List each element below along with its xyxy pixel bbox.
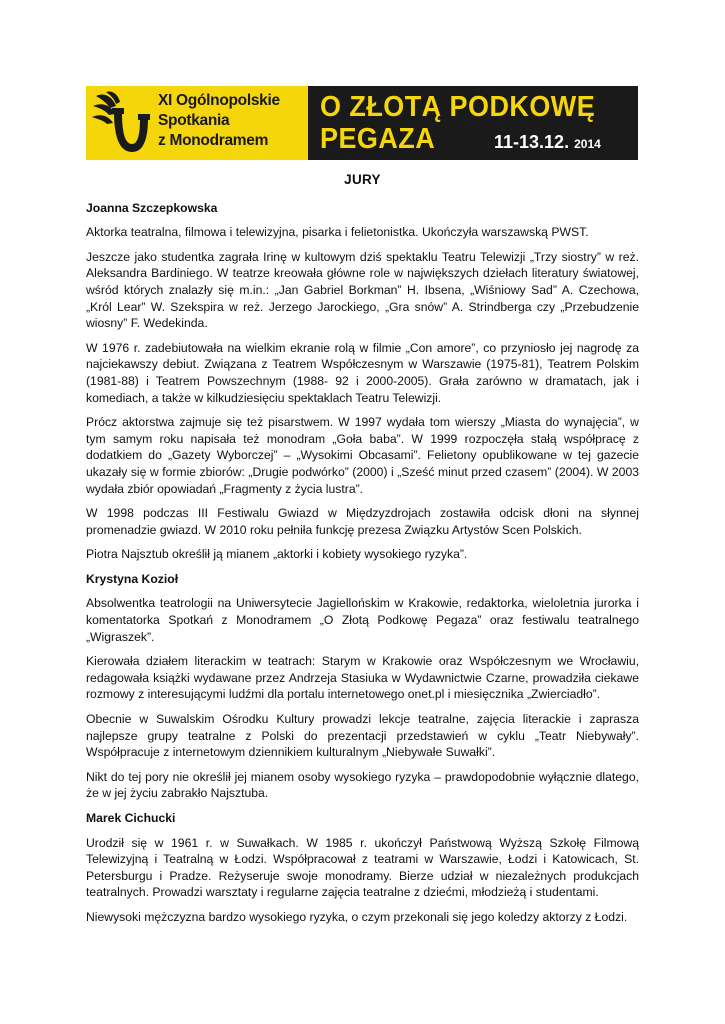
- banner-subtitle-line: z Monodramem: [158, 132, 269, 149]
- bio-paragraph: Piotra Najsztub określił ją mianem „aktorki i kobiety wysokiego ryzyka”.: [86, 547, 468, 562]
- banner-dates: [494, 132, 601, 154]
- jury-member-name: Joanna Szczepkowska: [86, 200, 218, 215]
- banner-subtitle-line: XI Ogólnopolskie: [158, 92, 280, 109]
- bio-paragraph: Obecnie w Suwalskim Ośrodku Kultury prowadzi lekcje teatralne, zajęcia literackie i zaprasza najlepsze grupy teatralne z Polski do prezentacji przedstawień w cyklu „Teatr Niebywały”. Współpracuje z internetowym dziennikiem kulturalnym „Niebywałe Suwałki”.: [86, 712, 639, 760]
- bio-paragraph: W 1998 podczas III Festiwalu Gwiazd w Międzyzdrojach zostawiła odcisk dłoni na słynnej promenadzie gwiazd. W 2010 roku pełniła funkcję prezesa Związku Artystów Scen Polskich.: [86, 506, 639, 537]
- festival-banner: [86, 86, 638, 160]
- banner-dates-days: 11-13.12.: [494, 132, 570, 152]
- bio-paragraph: W 1976 r. zadebiutowała na wielkim ekranie rolą w filmie „Con amore”, co przyniosło jej nagrodę za najciekawszy debiut. Związana z Teatrem Współczesnym w Warszawie (1975-81), Teatrem Polskim (1981-88) i Teatrem Powszechnym (1988- 92 i 2000-2005). Grała zarówno w dramatach, jak i komediach, a także w kilkudziesięciu spektaklach Teatru Telewizji.: [86, 340, 639, 405]
- banner-subtitle: [158, 91, 306, 151]
- banner-title-line-1: O ZŁOTĄ PODKOWĘ: [320, 91, 596, 123]
- bio-paragraph: Aktorka teatralna, filmowa i telewizyjna, pisarka i felietonistka. Ukończyła warszawską PWST.: [86, 225, 589, 240]
- bio-paragraph: Niewysoki mężczyzna bardzo wysokiego ryzyka, o czym przekonali się jego koledzy aktorzy z Łodzi.: [86, 909, 628, 924]
- bio-paragraph: Jeszcze jako studentka zagrała Irinę w kultowym dziś spektaklu Teatru Telewizji „Trzy siostry” w reż. Aleksandra Bardiniego. W teatrze kreowała główne role w największych dziełach literatury światowej, wśród których znalazły się m.in.: „Jan Gabriel Borkman” H. Ibsena, „Wiśniowy Sad” A. Czechowa, „Król Lear” W. Szekspira w reż. Jerzego Jarockiego, „Gra snów” A. Strindberga czy „Przebudzenie wiosny” F. Wedekinda.: [86, 249, 639, 331]
- document-body: [86, 172, 639, 934]
- banner-subtitle-line: Spotkania: [158, 112, 230, 129]
- jury-member-name: Krystyna Kozioł: [86, 571, 179, 586]
- banner-title-line-2: PEGAZA: [320, 123, 436, 155]
- bio-paragraph: Urodził się w 1961 r. w Suwałkach. W 1985 r. ukończył Państwową Wyższą Szkołę Filmową Telewizyjną i Teatralną w Łodzi. Współpracował z teatrami w Warszawie, Łodzi i Katowicach, St. Petersburgu i Pradze. Reżyseruje swoje monodramy. Bierze udział w niezależnych produkcjach teatralnych. Prowadzi warsztaty i regularne zajęcia teatralne z dziećmi, młodzieżą i studentami.: [86, 835, 639, 900]
- jury-member-name: Marek Cichucki: [86, 811, 176, 825]
- banner-dates-year: 2014: [574, 137, 601, 151]
- bio-paragraph: Kierowała działem literackim w teatrach: Starym w Krakowie oraz Współczesnym we Wrocławiu, redagowała książki wydawane przez Andrzeja Stasiuka w Wydawnictwie Czarne, prowadziła ciekawe rozmowy z interesującymi ludźmi dla portalu internetowego onet.pl i miesięcznika „Zwierciadło”.: [86, 654, 639, 702]
- pegasus-horseshoe-icon: [90, 88, 152, 158]
- bio-paragraph: Prócz aktorstwa zajmuje się też pisarstwem. W 1997 wydała tom wierszy „Miasta do wynajęcia”, w tym samym roku napisała też monodram „Goła baba”. W 1999 rozpoczęła stałą współpracę z dodatkiem do „Gazety Wyborczej” – „Wysokimi Obcasami”. Felietony opublikowane w tej gazecie ukazały się w formie zbiorów: „Drugie podwórko” (2000) i „Sześć minut przed czasem” (2004). W 2003 wydała zbiór opowiadań „Fragmenty z życia lustra”.: [86, 415, 639, 496]
- bio-paragraph: Nikt do tej pory nie określił jej mianem osoby wysokiego ryzyka – prawdopodobnie wyłącznie dlatego, że w jej życiu zabrakło Najsztuba.: [86, 769, 639, 801]
- banner-right-panel: [308, 86, 638, 160]
- page-title: JURY: [344, 172, 381, 187]
- banner-left-panel: [86, 86, 308, 160]
- bio-paragraph: Absolwentka teatrologii na Uniwersytecie Jagiellońskim w Krakowie, redaktorka, wieloletnia jurorka i komentatorka Spotkań z Monodramem „O Złotą Podkowę Pegaza” oraz festiwalu teatralnego „Wigraszek”.: [86, 596, 639, 644]
